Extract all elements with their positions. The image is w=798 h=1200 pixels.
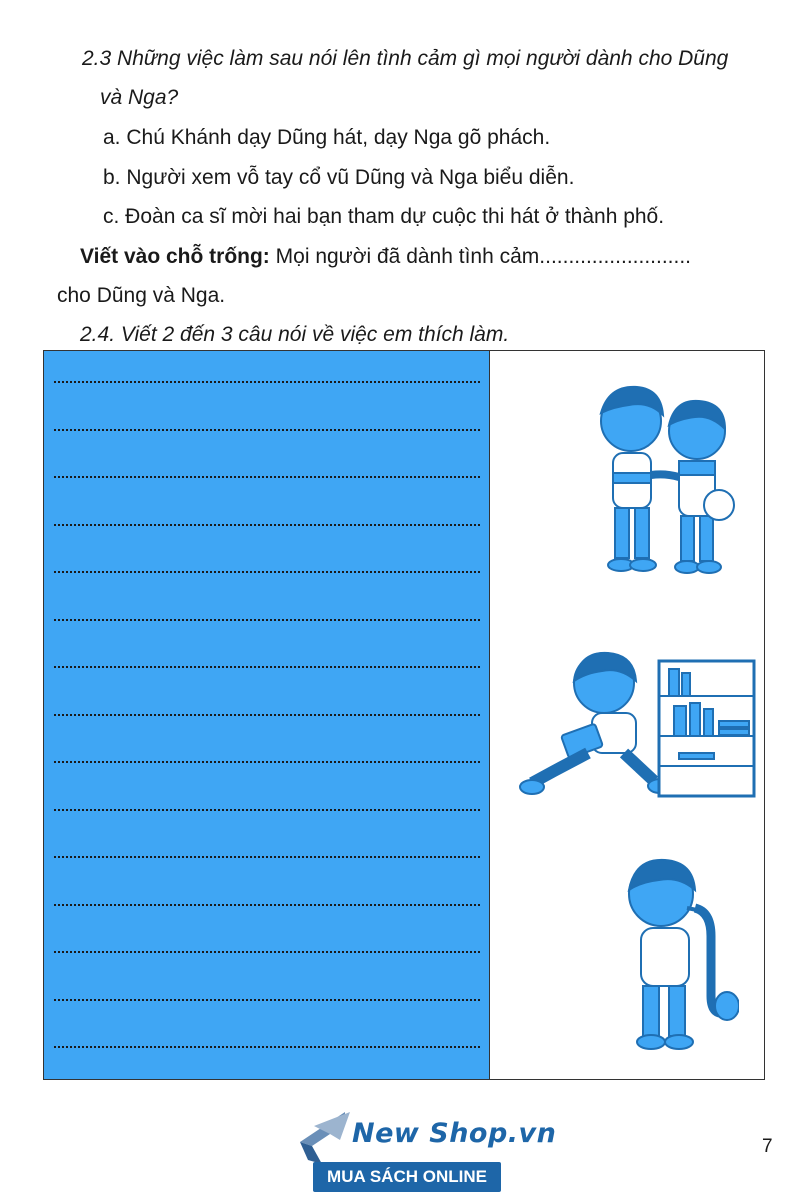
writing-line[interactable] [54, 666, 480, 668]
page-number: 7 [762, 1136, 773, 1157]
writing-line[interactable] [54, 524, 480, 526]
writing-line[interactable] [54, 714, 480, 716]
exercise-2-4-question: 2.4. Viết 2 đến 3 câu nói về việc em thích làm. [80, 323, 510, 346]
writing-line[interactable] [54, 571, 480, 573]
option-c: c. Đoàn ca sĩ mời hai bạn tham dự cuộc thi hát ở thành phố. [103, 205, 665, 228]
exercise-2-3-question-line2: và Nga? [100, 86, 179, 109]
writing-line[interactable] [54, 476, 480, 478]
writing-line[interactable] [54, 619, 480, 621]
fill-in-sentence [80, 245, 691, 269]
exercise-2-3-question-line1: 2.3 Những việc làm sau nói lên tình cảm gì mọi người dành cho Dũng [82, 47, 729, 70]
fill-in-sentence-end: cho Dũng và Nga. [57, 284, 226, 307]
writing-line[interactable] [54, 809, 480, 811]
brand-tagline[interactable]: MUA SÁCH ONLINE [313, 1162, 501, 1192]
option-a: a. Chú Khánh dạy Dũng hát, dạy Nga gõ phách. [103, 126, 551, 149]
boy-playing-saxophone-icon [599, 846, 739, 1061]
writing-area[interactable] [44, 351, 490, 1079]
writing-line[interactable] [54, 761, 480, 763]
writing-line[interactable] [54, 951, 480, 953]
option-b: b. Người xem vỗ tay cổ vũ Dũng và Nga biểu diễn. [103, 166, 575, 189]
writing-line[interactable] [54, 856, 480, 858]
fill-in-blank[interactable]: .......................... [539, 245, 691, 268]
fill-in-label: Viết vào chỗ trống: [80, 245, 270, 268]
writing-panel [43, 350, 765, 1080]
fill-in-text: Mọi người đã dành tình cảm [269, 245, 540, 268]
writing-line[interactable] [54, 1046, 480, 1048]
writing-line[interactable] [54, 429, 480, 431]
boy-reading-by-bookshelf-icon [514, 641, 764, 806]
writing-line[interactable] [54, 904, 480, 906]
two-boys-with-football-icon [579, 373, 739, 593]
writing-line[interactable] [54, 999, 480, 1001]
brand-name[interactable]: New Shop.vn [352, 1118, 557, 1149]
writing-line[interactable] [54, 381, 480, 383]
